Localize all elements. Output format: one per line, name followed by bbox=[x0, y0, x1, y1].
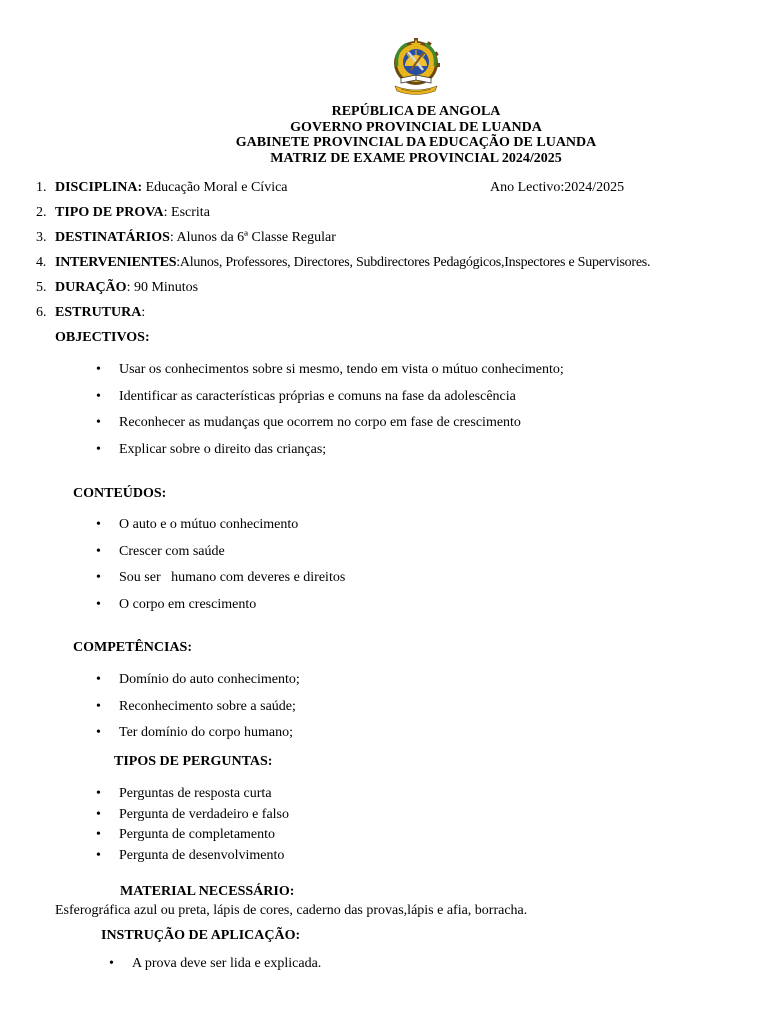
competencias-title: COMPETÊNCIAS: bbox=[73, 640, 193, 655]
list-item: 2. TIPO DE PROVA: Escrita bbox=[36, 205, 210, 220]
list-item: • Identificar as características próprias e comuns na fase da adolescência bbox=[96, 384, 564, 411]
list-item: • Explicar sobre o direito das crianças; bbox=[96, 437, 564, 464]
instrucao-title: INSTRUÇÃO DE APLICAÇÃO: bbox=[101, 928, 301, 943]
item-value: Educação Moral e Cívica bbox=[142, 180, 288, 195]
item-value: : 90 Minutos bbox=[126, 280, 199, 295]
objectivos-list bbox=[96, 357, 564, 463]
list-item: 5. DURAÇÃO: 90 Minutos bbox=[36, 280, 199, 295]
list-item: • Pergunta de verdadeiro e falso bbox=[96, 805, 289, 826]
document-header bbox=[0, 104, 768, 166]
list-item: • Reconhecimento sobre a saúde; bbox=[96, 694, 300, 721]
list-item: • Domínio do auto conhecimento; bbox=[96, 667, 300, 694]
objectivos-title: OBJECTIVOS: bbox=[55, 330, 150, 345]
list-item: • Pergunta de completamento bbox=[96, 825, 289, 846]
header-gabinete: GABINETE PROVINCIAL DA EDUCAÇÃO DE LUANDA bbox=[235, 135, 597, 150]
competencias-list bbox=[96, 667, 300, 747]
item-label: DISCIPLINA: bbox=[55, 180, 143, 195]
list-item: 6. ESTRUTURA: bbox=[36, 305, 146, 320]
header-matriz: MATRIZ DE EXAME PROVINCIAL 2024/2025 bbox=[270, 150, 562, 166]
conteudos-list bbox=[96, 512, 345, 618]
list-item: 1. DISCIPLINA: Educação Moral e Cívica Ano Lectivo:2024/2025 bbox=[36, 180, 625, 195]
conteudos-title: CONTEÚDOS: bbox=[73, 486, 167, 501]
list-item: • Crescer com saúde bbox=[96, 539, 345, 566]
item-value: :Alunos, Professores, Directores, Subdirectores Pedagógicos,Inspectores e Supervisores. bbox=[176, 255, 651, 270]
item-value: : Alunos da 6ª Classe Regular bbox=[169, 230, 336, 245]
ano-lectivo: Ano Lectivo:2024/2025 bbox=[490, 180, 625, 195]
list-item: • Pergunta de desenvolvimento bbox=[96, 846, 289, 867]
list-item: • O auto e o mútuo conhecimento bbox=[96, 512, 345, 539]
item-label: INTERVENIENTES bbox=[55, 255, 177, 270]
list-item: 3. DESTINATÁRIOS: Alunos da 6ª Classe Regular bbox=[36, 230, 336, 245]
list-item: • O corpo em crescimento bbox=[96, 592, 345, 619]
item-value: : Escrita bbox=[163, 205, 210, 220]
angola-coat-of-arms-icon bbox=[387, 36, 445, 96]
tipos-list bbox=[96, 784, 289, 866]
instrucao-list bbox=[109, 955, 321, 973]
header-governo: GOVERNO PROVINCIAL DE LUANDA bbox=[290, 119, 542, 135]
list-item: • Ter domínio do corpo humano; bbox=[96, 720, 300, 747]
item-label: ESTRUTURA bbox=[55, 305, 142, 320]
list-item: 4. INTERVENIENTES:Alunos, Professores, Directores, Subdirectores Pedagógicos,Inspectores e Supervisores. bbox=[36, 255, 651, 270]
list-item: • Reconhecer as mudanças que ocorrem no corpo em fase de crescimento bbox=[96, 410, 564, 437]
item-label: DESTINATÁRIOS bbox=[55, 230, 170, 245]
list-item: • Usar os conhecimentos sobre si mesmo, tendo em vista o mútuo conhecimento; bbox=[96, 357, 564, 384]
list-item: • Sou ser humano com deveres e direitos bbox=[96, 565, 345, 592]
item-label: DURAÇÃO bbox=[55, 280, 127, 295]
item-label: TIPO DE PROVA bbox=[55, 205, 164, 220]
list-item: • A prova deve ser lida e explicada. bbox=[109, 955, 321, 973]
list-item: • Perguntas de resposta curta bbox=[96, 784, 289, 805]
header-republica: REPÚBLICA DE ANGOLA bbox=[331, 104, 501, 119]
tipos-title: TIPOS DE PERGUNTAS: bbox=[114, 754, 273, 769]
numbered-list bbox=[36, 179, 756, 329]
material-text: Esferográfica azul ou preta, lápis de cores, caderno das provas,lápis e afia, borracha. bbox=[55, 903, 528, 918]
item-value: : bbox=[141, 305, 146, 320]
material-title: MATERIAL NECESSÁRIO: bbox=[120, 884, 295, 899]
